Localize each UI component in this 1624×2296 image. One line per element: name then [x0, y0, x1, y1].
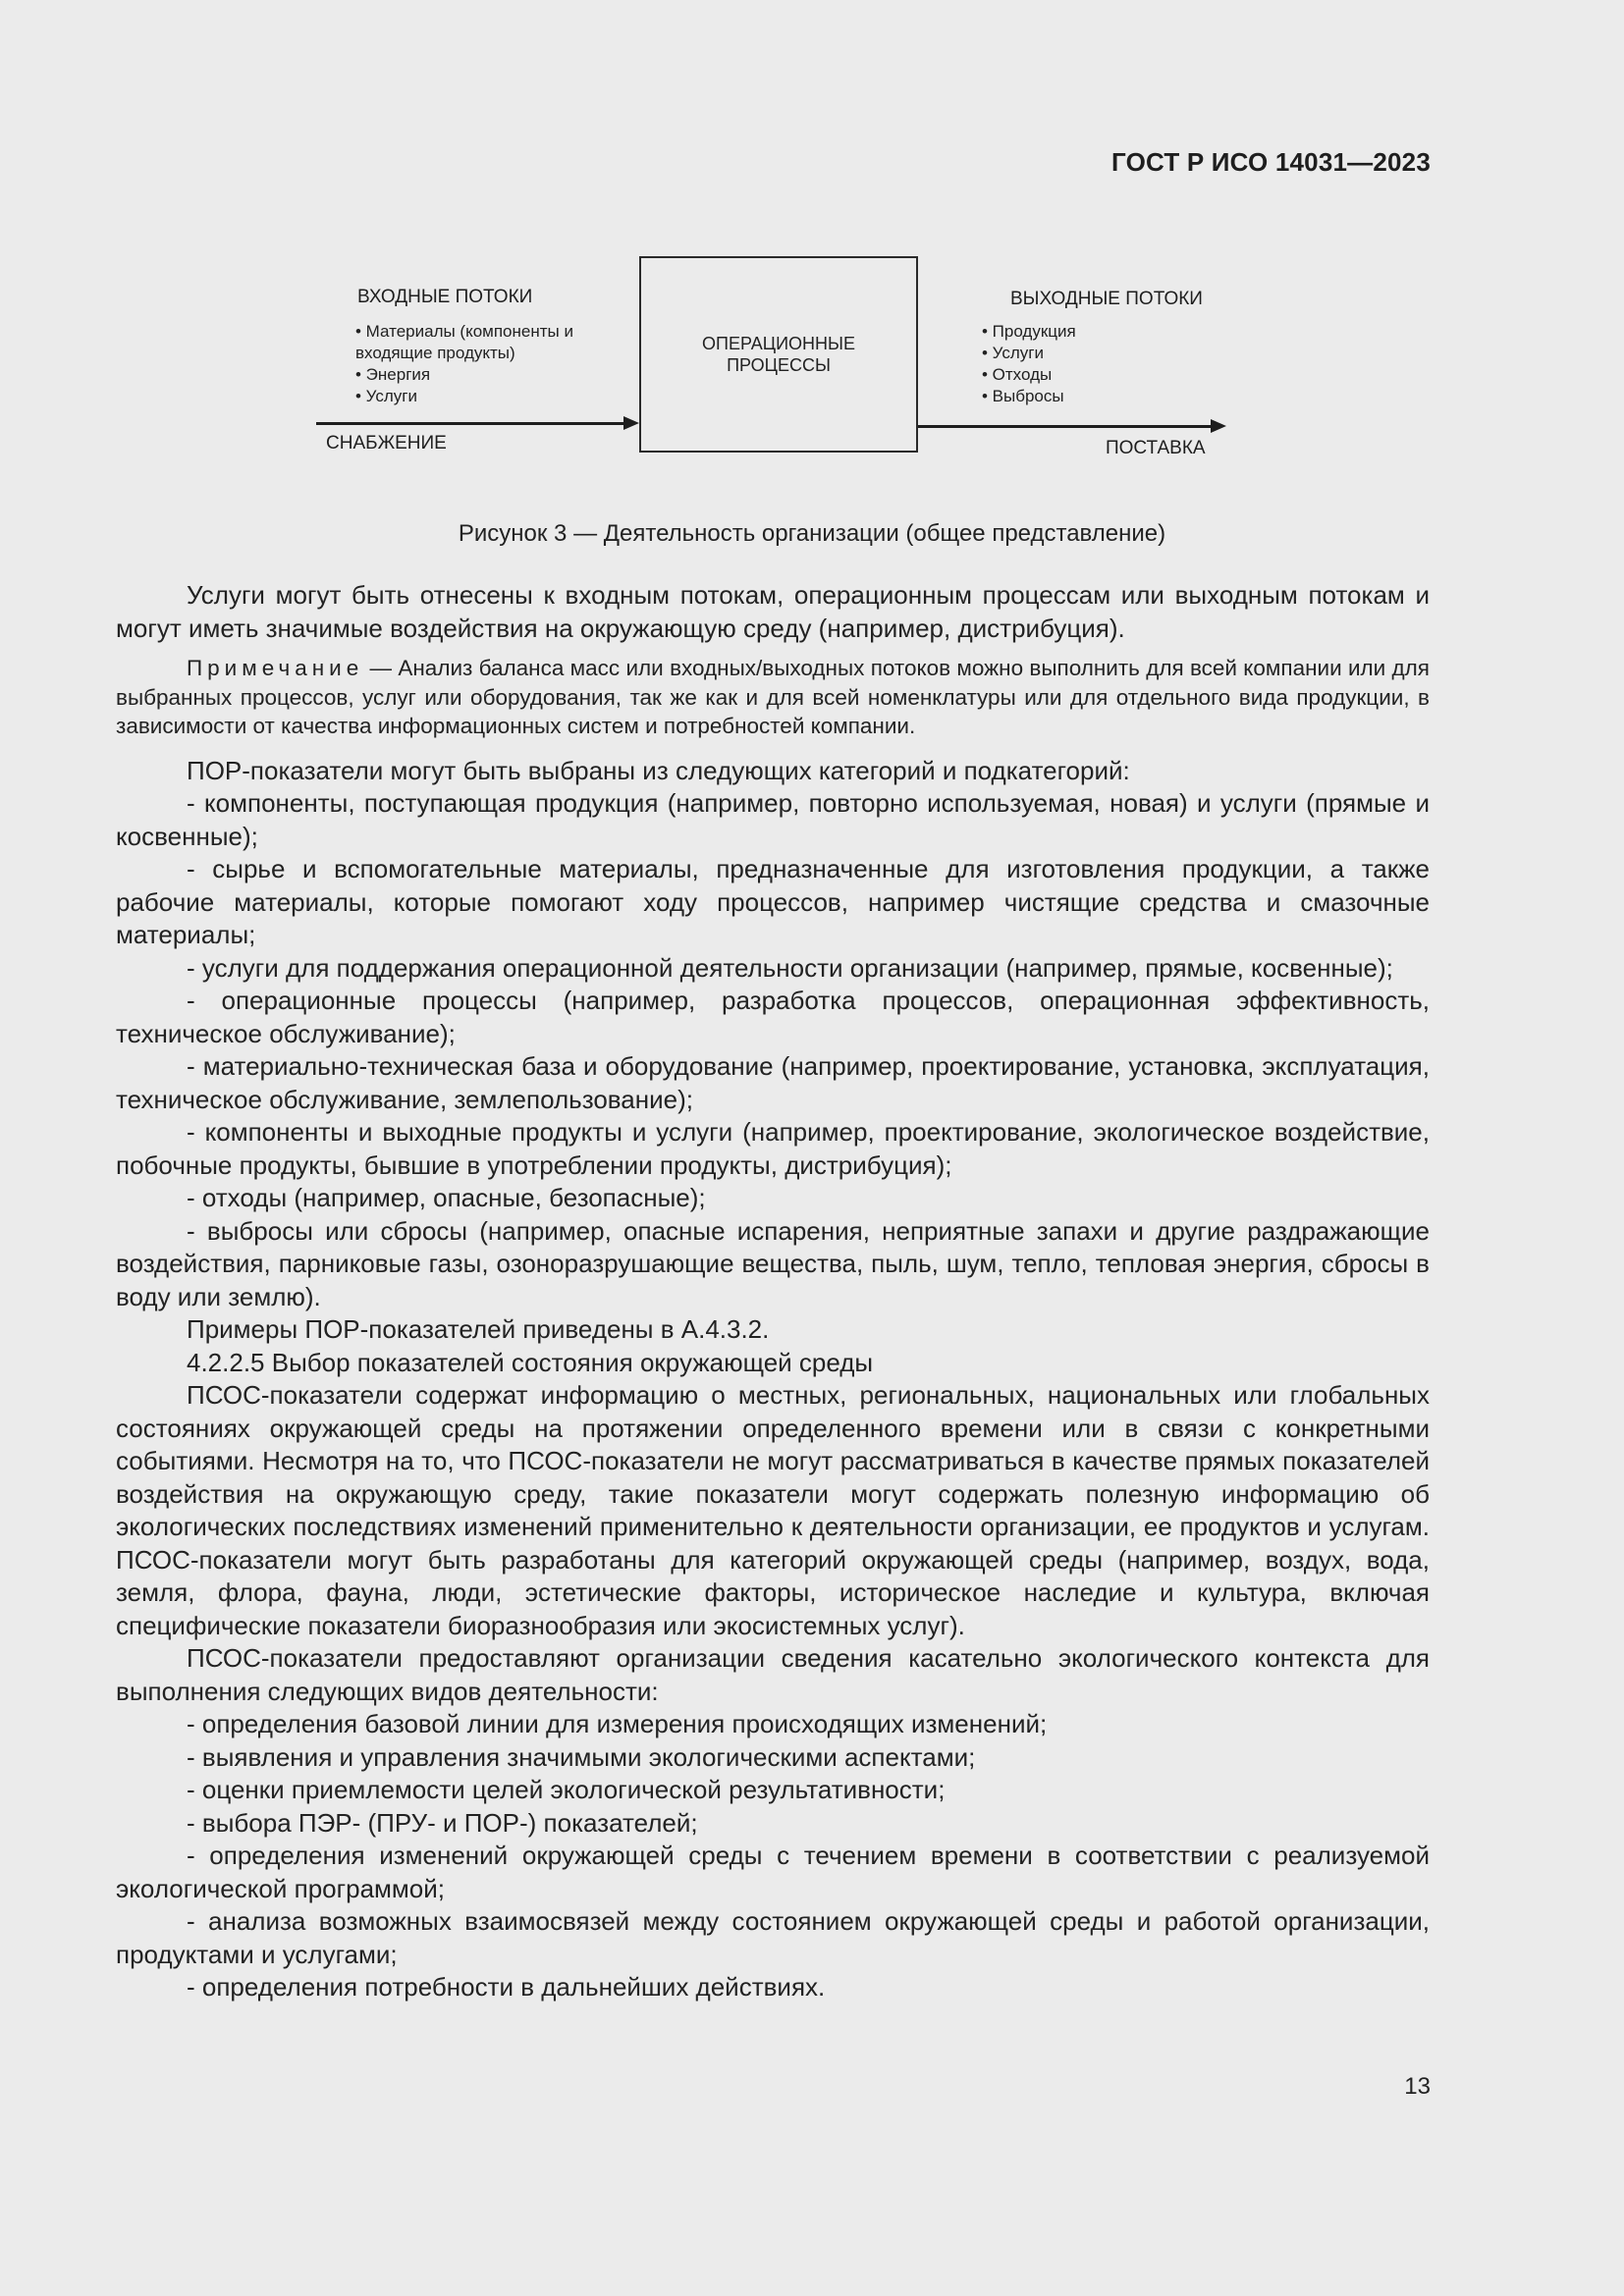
list-item: - выявления и управления значимыми экологическими аспектами;	[187, 1741, 976, 1772]
figure-organization-activity	[314, 253, 1237, 464]
supply-label: СНАБЖЕНИЕ	[326, 433, 447, 454]
list-item: - компоненты и выходные продукты и услуги (например, проектирование, экологическое воздействие, побочные продукты, бывшие в употреблении продукты, дистрибуция);	[116, 1117, 1430, 1180]
list-item: - материально-техническая база и оборудование (например, проектирование, установка, эксплуатация, техническое обслуживание, землепользование);	[116, 1051, 1430, 1114]
delivery-arrow-line	[918, 425, 1213, 428]
figure-caption: Рисунок 3 — Деятельность организации (общее представление)	[458, 520, 1166, 547]
note-paragraph	[116, 654, 1430, 741]
delivery-label: ПОСТАВКА	[1106, 438, 1206, 458]
list-item: - сырье и вспомогательные материалы, предназначенные для изготовления продукции, а также рабочие материалы, которые помогают ходу процессов, например чистящие средства и смазочные материалы;	[116, 854, 1430, 949]
outputs-item: • Выбросы	[982, 387, 1064, 405]
inputs-title: ВХОДНЫЕ ПОТОКИ	[357, 287, 533, 307]
inputs-item: • Услуги	[355, 387, 417, 405]
list-item: - определения потребности в дальнейших действиях.	[187, 1972, 826, 2002]
list-item: - отходы (например, опасные, безопасные);	[187, 1183, 706, 1212]
supply-arrow-line	[316, 422, 623, 425]
list-item: - выбора ПЭР- (ПРУ- и ПОР-) показателей;	[187, 1807, 698, 1838]
list-item: - определения изменений окружающей среды с течением времени в соответствии с реализуемой экологической программой;	[116, 1841, 1430, 1903]
outputs-item: • Услуги	[982, 344, 1044, 362]
delivery-arrowhead	[1211, 419, 1226, 433]
paragraph: Услуги могут быть отнесены к входным потокам, операционным процессам или выходным потокам и могут иметь значимые воздействия на окружающую среду (например, дистрибуция).	[116, 580, 1430, 643]
note-label: Примечание	[187, 656, 364, 680]
outputs-title: ВЫХОДНЫЕ ПОТОКИ	[1010, 289, 1203, 309]
paragraph: ПСОС-показатели содержат информацию о местных, региональных, национальных или глобальных состояниях окружающей среды на протяжении определенного времени или в связи с конкретными событиями. Несмотря на то, что ПСОС-показатели не могут рассматриваться в качестве прямых показателей воздействия на окружающую среду, такие показатели могут содержать полезную информацию об экологических последствиях изменений применительно к деятельности организации, ее продуктов и услугам. ПСОС-показатели могут быть разработаны для категорий окружающей среды (например, воздух, вода, земля, флора, фауна, люди, эстетические факторы, историческое наследие и культура, включая специфические показатели биоразнообразия или экосистемных услуг).	[116, 1380, 1430, 1640]
inputs-item: • Энергия	[355, 365, 431, 384]
list-item: - оценки приемлемости целей экологической результативности;	[187, 1775, 946, 1804]
list-item: - выбросы или сбросы (например, опасные испарения, неприятные запахи и другие раздражающие воздействия, парниковые газы, озоноразрушающие вещества, пыль, шум, тепло, тепловая энергия, сбросы в воду или землю).	[116, 1215, 1430, 1311]
outputs-list	[982, 321, 1076, 407]
outputs-item: • Продукция	[982, 322, 1076, 341]
paragraph: Примеры ПОР-показателей приведены в А.4.3.2.	[187, 1314, 770, 1344]
section-heading: 4.2.2.5 Выбор показателей состояния окружающей среды	[187, 1347, 874, 1377]
main-text	[116, 579, 1430, 2004]
operational-processes-label: ОПЕРАЦИОННЫЕ ПРОЦЕССЫ	[702, 334, 855, 375]
document-code-header: ГОСТ Р ИСО 14031—2023	[1110, 147, 1431, 177]
operational-processes-box	[639, 256, 918, 453]
list-item: - услуги для поддержания операционной деятельности организации (например, прямые, косвенные);	[187, 952, 1393, 983]
inputs-item: • Материалы (компоненты и входящие продукты)	[355, 322, 573, 362]
inputs-list	[355, 321, 573, 407]
supply-arrowhead	[623, 416, 639, 430]
list-item: - анализа возможных взаимосвязей между состоянием окружающей среды и работой организации, продуктами и услугами;	[116, 1906, 1430, 1969]
list-item: - компоненты, поступающая продукция (например, повторно используемая, новая) и услуги (прямые и косвенные);	[116, 788, 1430, 851]
note-text: — Анализ баланса масс или входных/выходных потоков можно выполнить для всей компании или для выбранных процессов, услуг или оборудования, так же как и для всей номенклатуры или для отдельного вида продукции, в зависимости от качества информационных систем и потребностей компании.	[116, 656, 1430, 738]
page-number: 13	[1404, 2073, 1431, 2100]
outputs-item: • Отходы	[982, 365, 1053, 384]
paragraph: ПОР-показатели могут быть выбраны из следующих категорий и подкатегорий:	[187, 755, 1130, 785]
list-item: - операционные процессы (например, разработка процессов, операционная эффективность, техническое обслуживание);	[116, 986, 1430, 1048]
list-item: - определения базовой линии для измерения происходящих изменений;	[187, 1709, 1048, 1738]
paragraph: ПСОС-показатели предоставляют организации сведения касательно экологического контекста для выполнения следующих видов деятельности:	[116, 1643, 1430, 1706]
